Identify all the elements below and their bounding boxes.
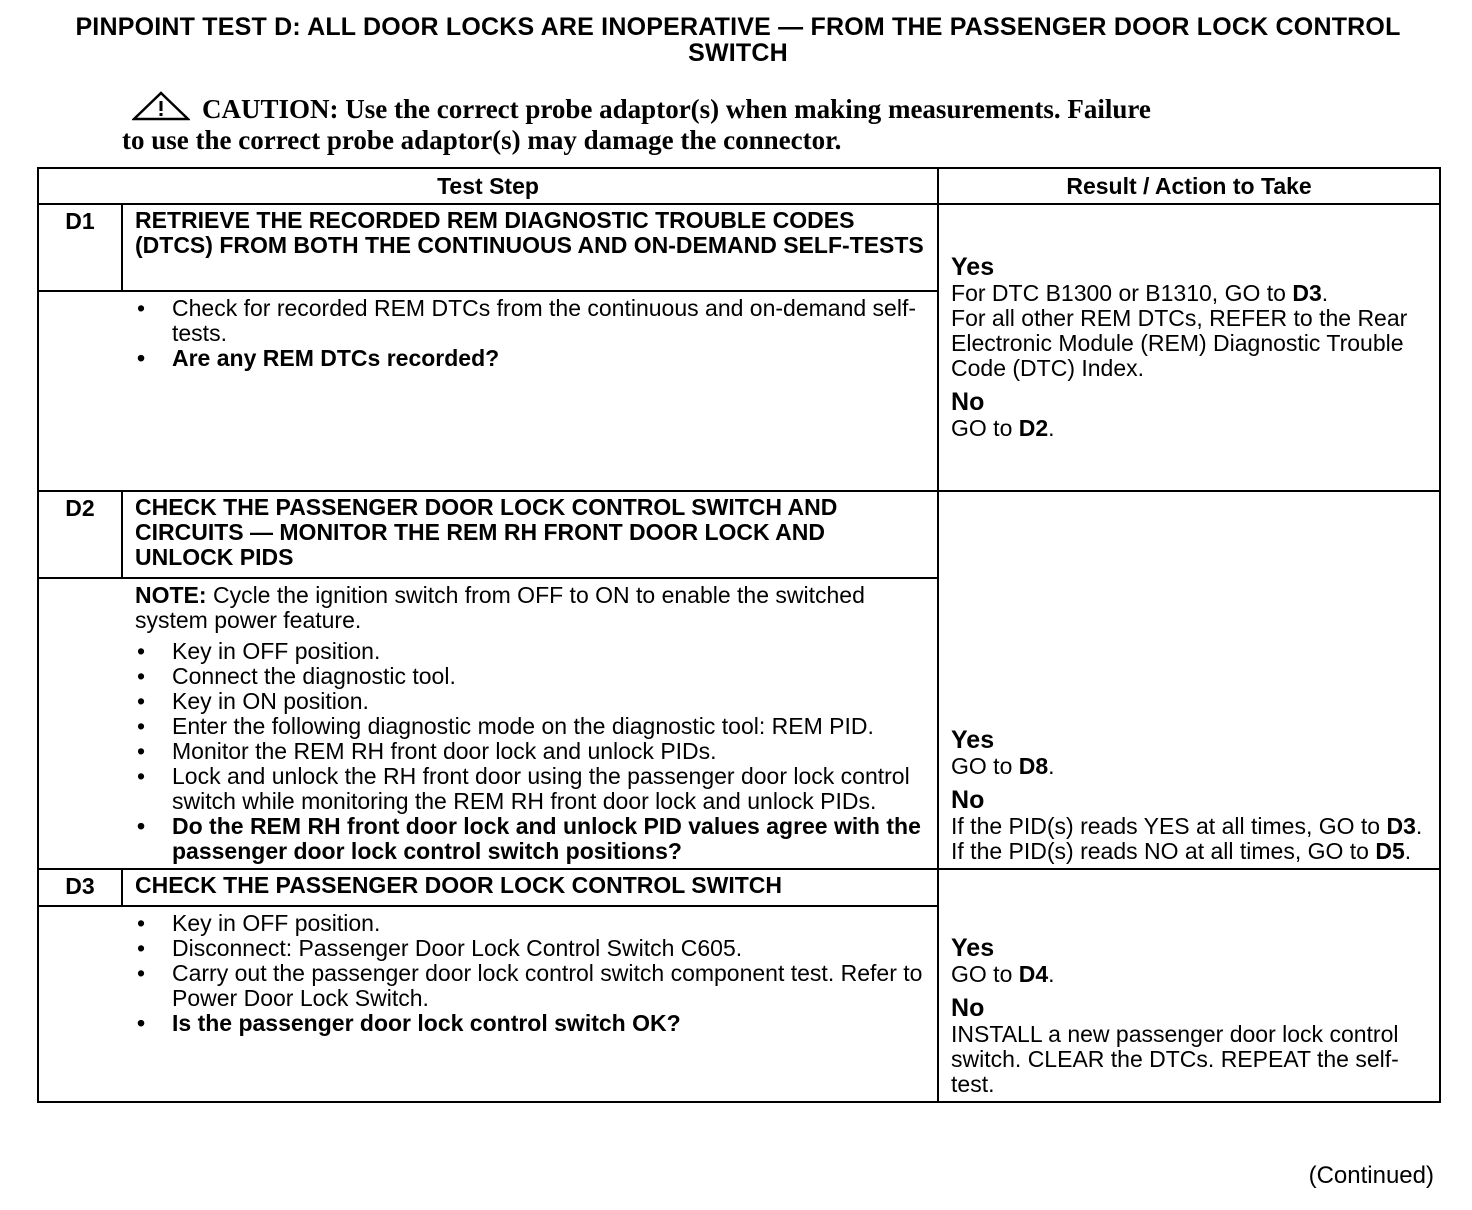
step-note: NOTE: Cycle the ignition switch from OFF to ON to enable the switched system power feature. (135, 582, 865, 633)
no-action: If the PID(s) reads YES at all times, GO to D3. (951, 813, 1423, 839)
list-item: • Lock and unlock the RH front door using the passenger door lock control switch while monitoring the REM RH front door lock and unlock PIDs. (135, 764, 927, 814)
no-label: No (951, 994, 985, 1022)
header-result: Result / Action to Take (938, 168, 1440, 204)
step-title: CHECK THE PASSENGER DOOR LOCK CONTROL SWITCH AND CIRCUITS — MONITOR THE REM RH FRONT DOOR LOCK AND UNLOCK PIDS (122, 491, 938, 578)
pinpoint-test-table (37, 167, 1441, 1103)
step-d1-result (938, 204, 1440, 491)
no-label: No (951, 388, 985, 416)
yes-action: For DTC B1300 or B1310, GO to D3. (951, 280, 1329, 306)
list-item: • Key in OFF position. (135, 911, 927, 936)
list-item: • Carry out the passenger door lock control switch component test. Refer to Power Door Lock Switch. (135, 961, 927, 1011)
list-item: • Key in OFF position. (135, 639, 927, 664)
yes-label: Yes (951, 253, 995, 281)
header-test-step: Test Step (38, 168, 938, 204)
yes-label: Yes (951, 934, 995, 962)
continued-label: (Continued) (1308, 1162, 1434, 1189)
step-body (38, 578, 938, 869)
step-d3-result (938, 869, 1440, 1102)
warning-triangle-icon (132, 91, 190, 121)
list-item: • Check for recorded REM DTCs from the continuous and on-demand self-tests. (135, 296, 927, 346)
caution-line-2: to use the correct probe adaptor(s) may damage the connector. (122, 125, 842, 155)
step-question: • Are any REM DTCs recorded? (135, 346, 927, 371)
caution-line-1: CAUTION: Use the correct probe adaptor(s) when making measurements. Failure (202, 94, 1151, 124)
step-question: • Is the passenger door lock control switch OK? (135, 1011, 927, 1036)
step-body (38, 291, 938, 491)
no-action: INSTALL a new passenger door lock control switch. CLEAR the DTCs. REPEAT the self-test. (951, 1021, 1399, 1097)
step-id: D3 (38, 869, 122, 906)
step-body (38, 906, 938, 1102)
list-item: • Key in ON position. (135, 689, 927, 714)
no-label: No (951, 786, 985, 814)
step-d2-title-row (38, 491, 1440, 578)
step-d1-title-row (38, 204, 1440, 291)
yes-action-2: For all other REM DTCs, REFER to the Rear Electronic Module (REM) Diagnostic Trouble Code (DTC) Index. (951, 305, 1408, 381)
step-title: RETRIEVE THE RECORDED REM DIAGNOSTIC TROUBLE CODES (DTCS) FROM BOTH THE CONTINUOUS AND ON-DEMAND SELF-TESTS (122, 204, 938, 291)
page-title: PINPOINT TEST D: ALL DOOR LOCKS ARE INOPERATIVE — FROM THE PASSENGER DOOR LOCK CONTROL SWITCH (75, 13, 1401, 67)
list-item: • Monitor the REM RH front door lock and unlock PIDs. (135, 739, 927, 764)
yes-action: GO to D8. (951, 753, 1055, 779)
step-d2-result (938, 491, 1440, 869)
list-item: • Enter the following diagnostic mode on the diagnostic tool: REM PID. (135, 714, 927, 739)
yes-action: GO to D4. (951, 961, 1055, 987)
step-title: CHECK THE PASSENGER DOOR LOCK CONTROL SWITCH (122, 869, 938, 906)
caution-notice (122, 94, 1322, 156)
no-action-2: If the PID(s) reads NO at all times, GO to D5. (951, 838, 1412, 864)
list-item: • Disconnect: Passenger Door Lock Control Switch C605. (135, 936, 927, 961)
step-id: D1 (38, 204, 122, 291)
yes-label: Yes (951, 726, 995, 754)
table-header-row (38, 168, 1440, 204)
step-id: D2 (38, 491, 122, 578)
step-d3-title-row (38, 869, 1440, 906)
step-question: • Do the REM RH front door lock and unlock PID values agree with the passenger door lock control switch positions? (135, 814, 927, 864)
list-item: • Connect the diagnostic tool. (135, 664, 927, 689)
no-action: GO to D2. (951, 415, 1055, 441)
